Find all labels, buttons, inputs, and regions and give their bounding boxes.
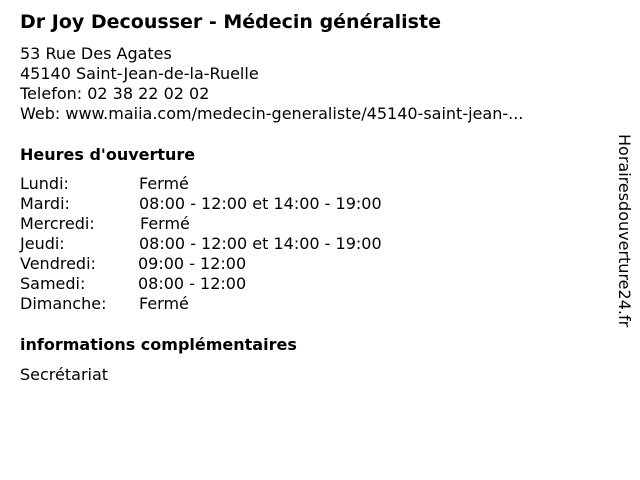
additional-info-text: Secrétariat xyxy=(20,365,109,384)
address-street: 53 Rue Des Agates xyxy=(20,44,172,63)
opening-hours-heading: Heures d'ouverture xyxy=(20,145,196,164)
page-title: Dr Joy Decousser - Médecin généraliste xyxy=(20,11,441,33)
hours-value: 08:00 - 12:00 et 14:00 - 19:00 xyxy=(139,194,382,213)
day-label: Mercredi: xyxy=(20,214,95,233)
contact-block xyxy=(20,44,523,124)
address-city: 45140 Saint-Jean-de-la-Ruelle xyxy=(20,64,259,83)
phone-number[interactable]: Telefon: 02 38 22 02 02 xyxy=(20,84,210,103)
day-label: Lundi: xyxy=(20,174,69,193)
day-label: Jeudi: xyxy=(20,234,65,253)
website-link[interactable]: Web: www.maiia.com/medecin-generaliste/45140-saint-jean-... xyxy=(20,104,524,123)
site-watermark: Horairesdouverture24.fr xyxy=(615,134,634,328)
day-label: Dimanche: xyxy=(20,294,107,313)
hours-value: Fermé xyxy=(139,174,189,193)
day-label: Vendredi: xyxy=(20,254,96,273)
hours-value: Fermé xyxy=(140,214,190,233)
hours-value: Fermé xyxy=(139,294,189,313)
day-label: Mardi: xyxy=(20,194,70,213)
hours-value: 09:00 - 12:00 xyxy=(138,254,247,273)
hours-value: 08:00 - 12:00 et 14:00 - 19:00 xyxy=(139,234,382,253)
hours-value: 08:00 - 12:00 xyxy=(138,274,247,293)
day-label: Samedi: xyxy=(20,274,86,293)
additional-info-heading: informations complémentaires xyxy=(20,335,297,354)
